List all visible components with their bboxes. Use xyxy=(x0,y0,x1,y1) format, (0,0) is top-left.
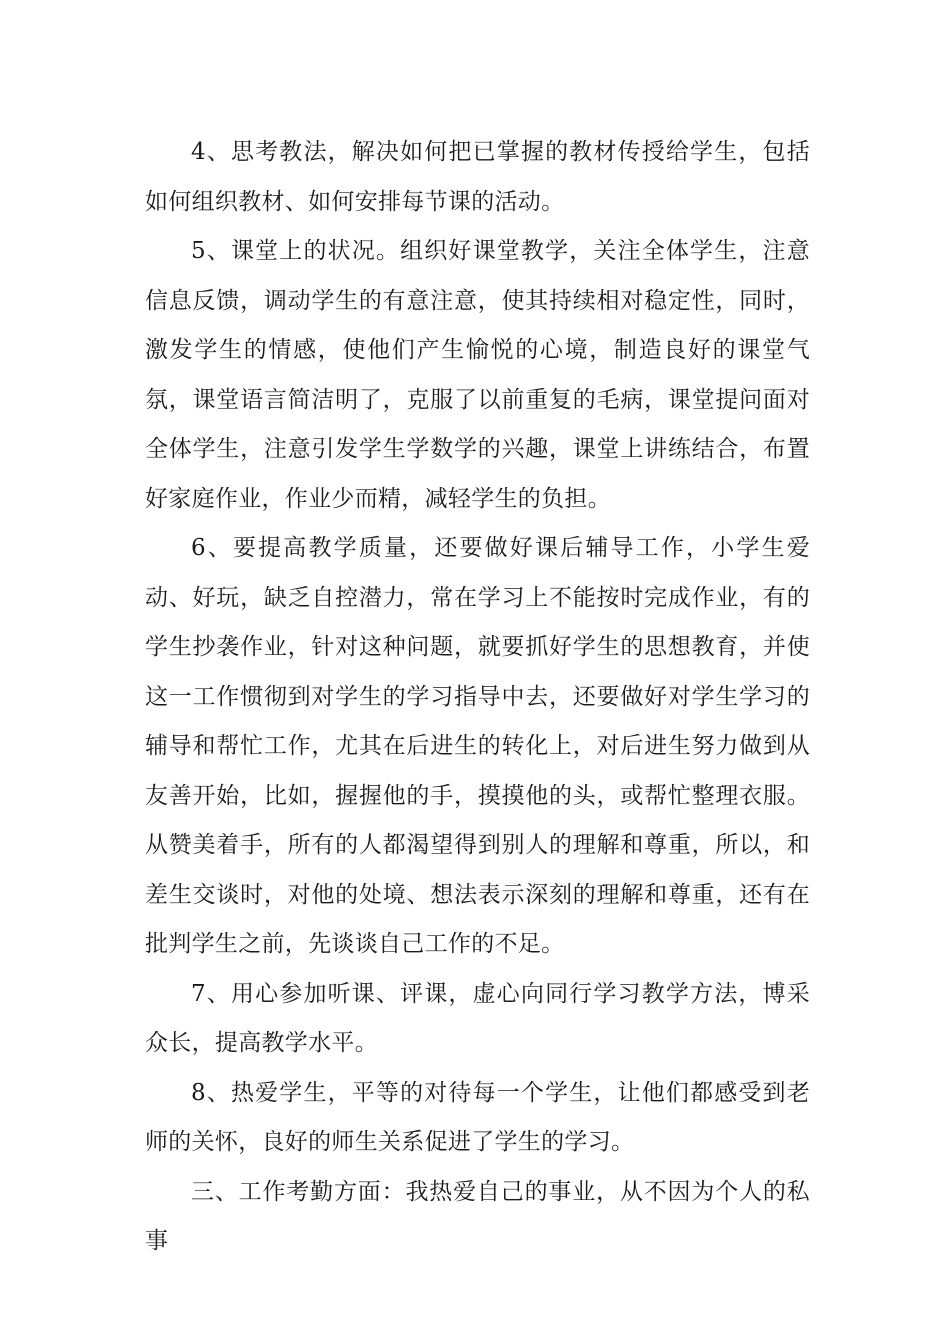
section-heading-attendance: 三、工作考勤方面：我热爱自己的事业，从不因为个人的私事 xyxy=(145,1178,810,1254)
paragraph-item-4: 4、思考教法，解决如何把已掌握的教材传授给学生，包括如何组织教材、如何安排每节课的活动。 xyxy=(145,139,810,215)
body-text xyxy=(145,128,810,1267)
paragraph-item-7: 7、用心参加听课、评课，虚心向同行学习教学方法，博采众长，提高教学水平。 xyxy=(145,980,810,1056)
paragraph-item-6: 6、要提高教学质量，还要做好课后辅导工作，小学生爱动、好玩，缺乏自控潜力，常在学习上不能按时完成作业，有的学生抄袭作业，针对这种问题，就要抓好学生的思想教育，并使这一工作惯彻到对学生的学习指导中去，还要做好对学生学习的辅导和帮忙工作，尤其在后进生的转化上，对后进生努力做到从友善开始，比如，握握他的手，摸摸他的头，或帮忙整理衣服。从赞美着手，所有的人都渴望得到别人的理解和尊重，所以，和差生交谈时，对他的处境、想法表示深刻的理解和尊重，还有在批判学生之前，先谈谈自己工作的不足。 xyxy=(145,535,810,957)
paragraph-item-8: 8、热爱学生，平等的对待每一个学生，让他们都感受到老师的关怀，良好的师生关系促进了学生的学习。 xyxy=(145,1079,810,1155)
paragraph-item-5: 5、课堂上的状况。组织好课堂教学，关注全体学生，注意信息反馈，调动学生的有意注意，使其持续相对稳定性，同时，激发学生的情感，使他们产生愉悦的心境，制造良好的课堂气氛，课堂语言简洁明了，克服了以前重复的毛病，课堂提问面对全体学生，注意引发学生学数学的兴趣，课堂上讲练结合，布置好家庭作业，作业少而精，减轻学生的负担。 xyxy=(145,238,810,512)
